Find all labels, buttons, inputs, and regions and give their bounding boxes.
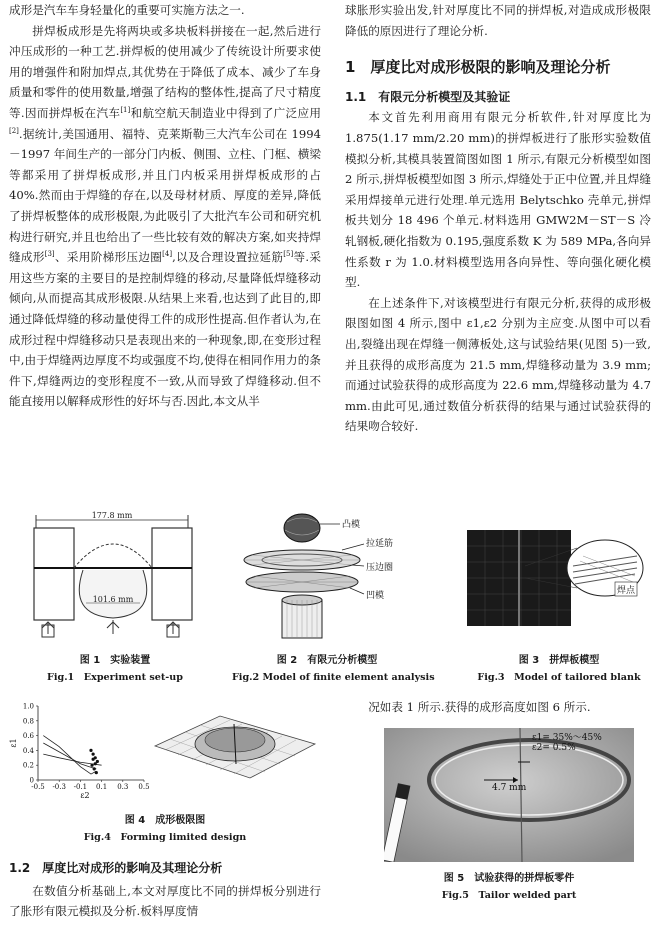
bottom-right-text bbox=[345, 697, 651, 718]
scatter-point bbox=[90, 764, 93, 767]
figure-3-tailored-blank bbox=[465, 526, 645, 636]
series-line-0 bbox=[43, 736, 96, 774]
citation[interactable]: [1] bbox=[120, 106, 131, 115]
subsection-heading: 1.1 有限元分析模型及其验证 bbox=[345, 89, 511, 104]
figure-5-photo bbox=[384, 728, 634, 862]
section-heading: 1 厚度比对成形极限的影响及理论分析 bbox=[345, 58, 611, 77]
scatter-point bbox=[89, 749, 92, 752]
scatter-point bbox=[92, 753, 95, 756]
figure-3-caption: 图 3 拼焊板模型 Fig.3 Model of tailored blank bbox=[477, 655, 641, 683]
y-tick-label: 0.4 bbox=[22, 746, 34, 755]
label-weld: 焊点 bbox=[617, 586, 636, 596]
figure-2-caption: 图 2 有限元分析模型 Fig.2 Model of finite element analysis bbox=[232, 655, 435, 683]
strain-annotation-2: ε2= 0.5% bbox=[532, 743, 576, 753]
paragraph: 在数值分析基础上,本文对厚度比不同的拼焊板分别进行了胀形有限元模拟及分析.板料厚度情 bbox=[9, 883, 321, 919]
x-tick-label: 0.1 bbox=[96, 783, 108, 791]
scatter-point bbox=[95, 771, 98, 774]
paragraph: 本文首先利用商用有限元分析软件,针对厚度比为 1.875(1.17 mm/2.20 mm)的拼焊板进行了胀形实验数值模拟分析,其模具装置简图如图 1 所示,有限元分析模型如图 2 所示,拼焊板模型如图 3 所示,焊缝处于正中位置,并且焊缝采用焊接单元进行处理.单元选用 Belytschko 壳单元,拼焊板共划分 18 496 个单元.材料选用 GMW2M－ST－S 冷轧钢板,硬化指数为 0.195,强度系数 K 为 589 MPa,各向异性系数 r 为 1.0.材料模型选用各向异性、等向强化硬化模型. bbox=[345, 110, 651, 290]
x-tick-label: 0.5 bbox=[138, 783, 150, 791]
y-tick-label: 0.8 bbox=[22, 717, 34, 726]
y-tick-label: 0.6 bbox=[22, 732, 34, 741]
x-tick-label: -0.3 bbox=[52, 783, 66, 791]
citation[interactable]: [3] bbox=[44, 250, 55, 259]
scatter-point bbox=[92, 758, 95, 761]
y-tick-label: 0 bbox=[29, 776, 34, 785]
label-punch: 凸模 bbox=[342, 520, 361, 530]
figure-4-caption: 图 4 成形极限图 Fig.4 Forming limited design bbox=[83, 815, 247, 843]
paragraph: 拼焊板成形是先将两块或多块板料拼接在一起,然后进行冲压成形的一种工艺.拼焊板的使用减少了传统设计所要求使用的增强件和附加焊点,其优势在于降低了成本、减少了车身质量和零件的使用数量,增强了结构的整体性,提高了尺寸精度等.因而拼焊板在汽车[1]和航空航天制造业中得到了广泛应用[2].据统计,美国通用、福特、克莱斯勒三大汽车公司在 1994－1997 年间生产的一部分门内板、侧围、立柱、门框、横梁等都采用了拼焊板成形,并且门内板采用拼焊板成形的占 40%.然而由于焊缝的存在,以及母材材质、厚度的差异,降低了拼焊板整体的成形极限,为此吸引了大批汽车公司和研究机构进行研究,并且也给出了一些比较有效的解决方案,如夹持焊缝成形[3]、采用阶梯形压边圈[4],以及合理设置拉延筋[5]等.采用这些方案的主要目的是控制焊缝的移动,尽量降低焊缝移动倾向,从而提高其成形极限.从结果上来看,也达到了此目的,即通过降低焊缝的移动量使得工件的成形性提高.但作者认为,在成形过程中焊缝移动只是表现出来的一种现象,即,在变形过程中,由于焊缝两边厚度不均或强度不均,使得在相同作用力的条件下,焊缝两边的变形程度不一致,从而导致了焊缝移动.但不能直接用以解释成形性的好坏与否.因此,本文从半 bbox=[9, 23, 322, 409]
x-tick-label: 0.3 bbox=[117, 783, 129, 791]
figure-4-surface-plot bbox=[150, 706, 320, 786]
citation[interactable]: [5] bbox=[283, 250, 294, 259]
figure-5-caption: 图 5 试验获得的拼焊板零件 Fig.5 Tailor welded part bbox=[441, 873, 577, 901]
dimension-label: 177.8 mm bbox=[91, 511, 133, 520]
label-drawbead: 拉延筋 bbox=[366, 539, 394, 549]
left-column bbox=[9, 0, 321, 412]
subsection-heading: 1.2 厚度比对成形的影响及其理论分析 bbox=[9, 861, 223, 875]
right-column bbox=[345, 0, 651, 437]
label-blankholder: 压边圈 bbox=[366, 563, 394, 573]
figure-4-forming-limit-diagram bbox=[4, 700, 154, 800]
citation[interactable]: [2] bbox=[9, 126, 19, 135]
strain-annotation-1: ε1= 35%～45% bbox=[532, 733, 602, 743]
x-axis-label: ε2 bbox=[80, 791, 90, 800]
scatter-point bbox=[93, 767, 96, 770]
paragraph: 在上述条件下,对该模型进行有限元分析,获得的成形极限图如图 4 所示,图中 ε1,ε2 分别为主应变.从图中可以看出,裂缝出现在焊缝一侧薄板处,这与试验结果(见图 5)一致,并且获得的成形高度为 21.5 mm,焊缝移动量为 3.9 mm;而通过试验获得的成形高度为 22.6 mm,焊缝移动量为 4.7 mm.由此可见,通过数值分析获得的结果与通过试验获得的结果吻合较好. bbox=[345, 295, 651, 434]
label-die: 凹模 bbox=[366, 591, 385, 601]
figure-2-fe-model bbox=[232, 510, 422, 650]
dimension-label: 101.6 mm bbox=[92, 595, 134, 604]
x-tick-label: -0.1 bbox=[73, 783, 88, 791]
figure-1-experiment-setup bbox=[28, 510, 208, 640]
y-axis-label: ε1 bbox=[9, 738, 18, 748]
weld-shift-annotation: 4.7 mm bbox=[492, 783, 527, 793]
x-tick-label: -0.5 bbox=[31, 783, 45, 791]
bottom-left-text bbox=[9, 858, 321, 922]
figure-1-caption: 图 1 实验装置 Fig.1 Experiment set-up bbox=[47, 655, 183, 683]
citation[interactable]: [4] bbox=[162, 250, 173, 259]
paragraph: 成形是汽车车身轻量化的重要可实施方法之一. bbox=[9, 3, 245, 17]
scatter-point bbox=[94, 762, 97, 765]
y-tick-label: 1.0 bbox=[22, 702, 34, 711]
y-tick-label: 0.2 bbox=[22, 761, 34, 770]
paragraph: 球胀形实验出发,针对厚度比不同的拼焊板,对造成成形极限降低的原因进行了理论分析. bbox=[345, 3, 651, 38]
paragraph: 况如表 1 所示.获得的成形高度如图 6 所示. bbox=[368, 700, 591, 714]
